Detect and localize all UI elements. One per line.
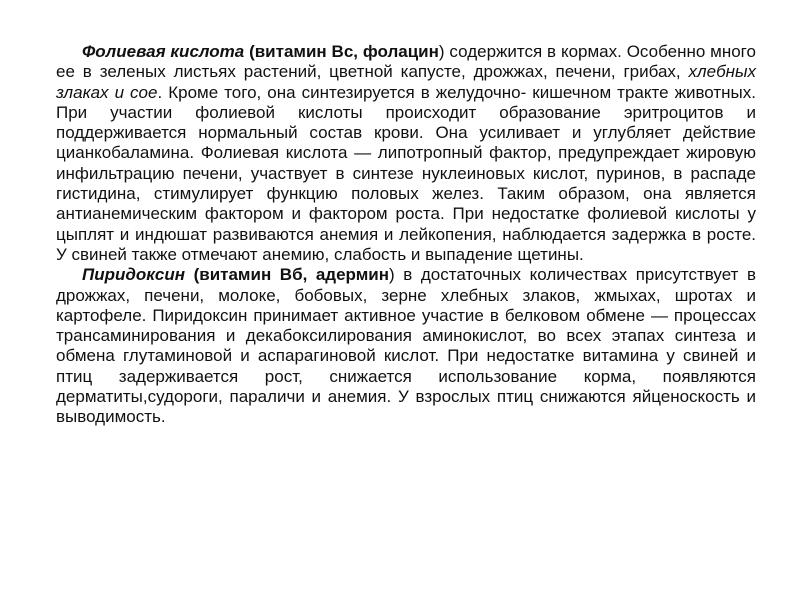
paragraph-pyridoxine <box>56 265 756 427</box>
emphasis-cereals-soy: хлебных злаках и сое <box>56 62 756 102</box>
document-body <box>56 42 756 428</box>
text-segment: ) содержится в кормах. Особенно много ее в зеленых листьях растений, цветной капусте, дрожжах, печени, грибах, <box>56 42 756 82</box>
text-segment <box>185 265 194 284</box>
term-folic-acid: Фолиевая кислота <box>82 42 245 61</box>
paragraph-folic-acid <box>56 42 756 265</box>
term-pyridoxine-synonyms: (витамин Вб, адермин <box>193 265 390 285</box>
text-segment: ) в достаточных количествах присутствует в дрожжах, печени, молоке, бобовых, зерне хлебных злаков, жмыхах, шротах и картофеле. Пиридоксин принимает активное участие в белковом обмене — процессах трансаминирования и декабоксилирования аминокислот, во всех этапах синтеза и обмена глутаминовой и аспарагиновой кислот. При недостатке витамина у свиней и птиц задерживается рост, снижается использование корма, появляются дерматиты,судороги, параличи и анемия. У взрослых птиц снижаются яйценоскость и выводимость. <box>56 265 756 427</box>
term-folic-acid-synonyms: (витамин Вс, фолацин <box>249 42 439 61</box>
term-pyridoxine: Пиридоксин <box>82 265 185 285</box>
text-segment: . Кроме того, она синтезируется в желудочно- кишечном тракте животных. При участии фолиевой кислоты происходит образование эритроцитов и поддерживается нормальный состав крови. Она усиливает и углубляет действие цианкобаламина. Фолиевая кислота — липотропный фактор, предупреждает жировую инфильтрацию печени, участвует в синтезе нуклеиновых кислот, пуринов, в распаде гистидина, стимулирует функцию половых желез. Таким образом, она является антианемическим фактором и фактором роста. При недостатке фолиевой кислоты у цыплят и индюшат развиваются анемия и лейкопения, наблюдается задержка в росте. У свиней также отмечают анемию, слабость и выпадение щетины. <box>56 82 756 264</box>
